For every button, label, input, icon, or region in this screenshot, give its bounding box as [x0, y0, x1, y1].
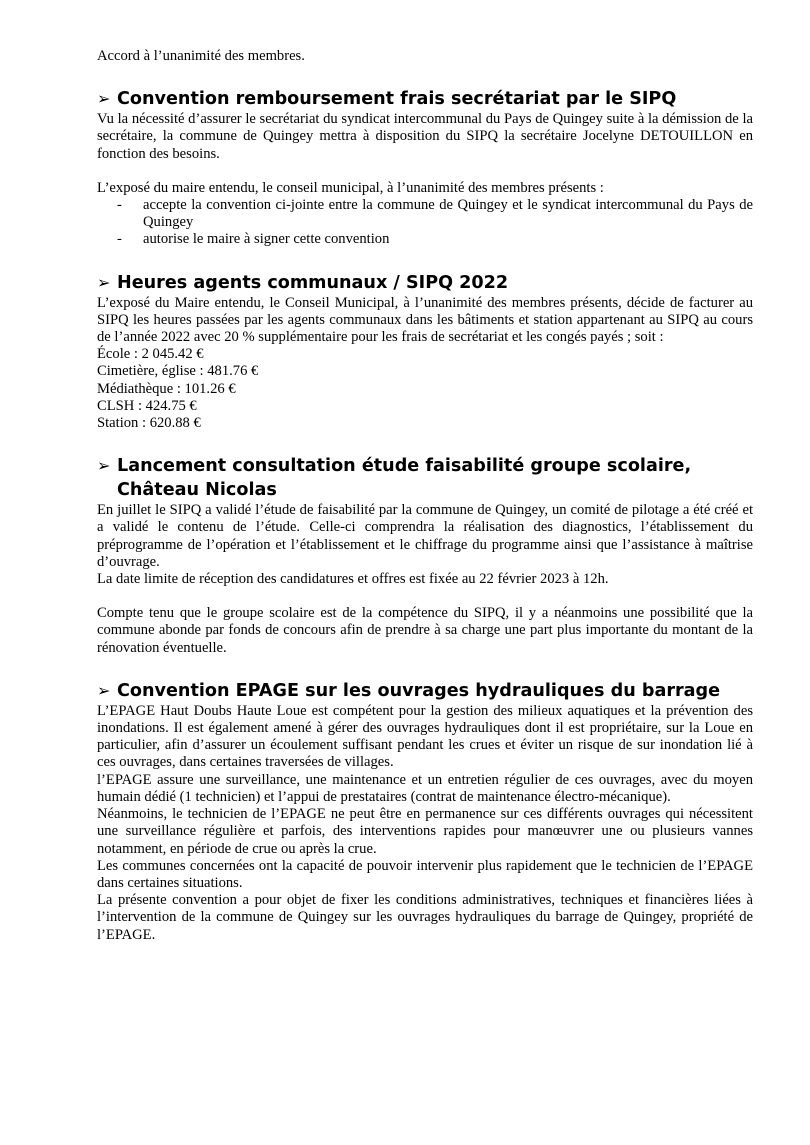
paragraph: L’exposé du maire entendu, le conseil municipal, à l’unanimité des membres présents : [97, 179, 604, 196]
arrow-bullet-icon: ➢ [97, 456, 111, 476]
list-item [97, 231, 753, 248]
list-item-text: accepte la convention ci-jointe entre la commune de Quingey et le syndicat intercommunal du Pays de Quingey [143, 197, 753, 231]
paragraph: En juillet le SIPQ a validé l’étude de faisabilité par la commune de Quingey, un comité de pilotage a été créé et a validé le contenu de l’étude. Celle-ci comprendra la réalisation des diagnostics, l’établissement du préprogramme de l’opération et l’établissement et le chiffrage du programme ainsi que l’assistance à maîtrise d’ouvrage. [97, 502, 753, 570]
section-heading-heures-agents [97, 271, 753, 295]
dash-list [97, 197, 753, 249]
amount-line: Station : 620.88 € [97, 415, 201, 432]
paragraph: Néanmoins, le technicien de l’EPAGE ne peut être en permanence sur ces différents ouvrages qui nécessitent une surveillance régulière et parfois, des interventions rapides pour manœuvrer une ou plusieurs vannes notamment, en période de crue ou après la crue. [97, 806, 753, 857]
arrow-bullet-icon: ➢ [97, 272, 111, 292]
section-heading-convention-sipq [97, 87, 753, 111]
paragraph: La présente convention a pour objet de fixer les conditions administratives, techniques et financières liées à l’intervention de la commune de Quingey sur les ouvrages hydrauliques du barrage de Quingey, propriété de l’EPAGE. [97, 892, 753, 943]
paragraph: La date limite de réception des candidatures et offres est fixée au 22 février 2023 à 12h. [97, 571, 609, 588]
dash-bullet: - [117, 197, 122, 214]
amount-line: Cimetière, église : 481.76 € [97, 363, 259, 380]
section-heading-groupe-scolaire [97, 454, 753, 502]
amount-line: CLSH : 424.75 € [97, 397, 197, 414]
paragraph: Vu la nécessité d’assurer le secrétariat du syndicat intercommunal du Pays de Quingey suite à la démission de la secrétaire, la commune de Quingey mettra à disposition du SIPQ la secrétaire Jocelyne DETOUILLON en fonction des besoins. [97, 111, 753, 162]
list-item [97, 197, 753, 231]
intro-text: Accord à l’unanimité des membres. [97, 48, 305, 64]
section-title: Heures agents communaux / SIPQ 2022 [117, 272, 509, 293]
paragraph: l’EPAGE assure une surveillance, une maintenance et un entretien régulier de ces ouvrages, avec du moyen humain dédié (1 technicien) et l’appui de prestataires (contrat de maintenance électro-mécanique). [97, 771, 753, 805]
dash-bullet: - [117, 231, 122, 248]
amount-line: École : 2 045.42 € [97, 346, 204, 363]
document-page [97, 48, 753, 944]
list-item-text: autorise le maire à signer cette convention [143, 231, 390, 248]
paragraph: Les communes concernées ont la capacité de pouvoir intervenir plus rapidement que le technicien de l’EPAGE dans certaines situations. [97, 857, 753, 891]
section-title: Convention EPAGE sur les ouvrages hydrauliques du barrage [117, 680, 721, 701]
paragraph: L’exposé du Maire entendu, le Conseil Municipal, à l’unanimité des membres présents, décide de facturer au SIPQ les heures passées par les agents communaux dans les bâtiments et station appartenant au SIPQ au cours de l’année 2022 avec 20 % supplémentaire pour les frais de secrétariat et les congés payés ; soit : [97, 294, 753, 346]
paragraph: Compte tenu que le groupe scolaire est de la compétence du SIPQ, il y a néanmoins une possibilité que la commune abonde par fonds de concours afin de prendre à sa charge une part plus importante du montant de la rénovation éventuelle. [97, 605, 753, 656]
arrow-bullet-icon: ➢ [97, 680, 111, 700]
section-title: Lancement consultation étude faisabilité groupe scolaire, Château Nicolas [117, 456, 692, 501]
paragraph: L’EPAGE Haut Doubs Haute Loue est compétent pour la gestion des milieux aquatiques et la prévention des inondations. Il est également amené à gérer des ouvrages hydrauliques dont il est propriétaire, sur la Loue en particulier, afin d’assurer un écoulement suffisant pendant les crues et éviter un risque de sur inondation lié à ces ouvrages, dans certaines traversées de villages. [97, 702, 753, 771]
amount-line: Médiathèque : 101.26 € [97, 380, 236, 397]
section-heading-convention-epage [97, 679, 753, 703]
arrow-bullet-icon: ➢ [97, 89, 111, 109]
section-title: Convention remboursement frais secrétariat par le SIPQ [117, 89, 677, 110]
